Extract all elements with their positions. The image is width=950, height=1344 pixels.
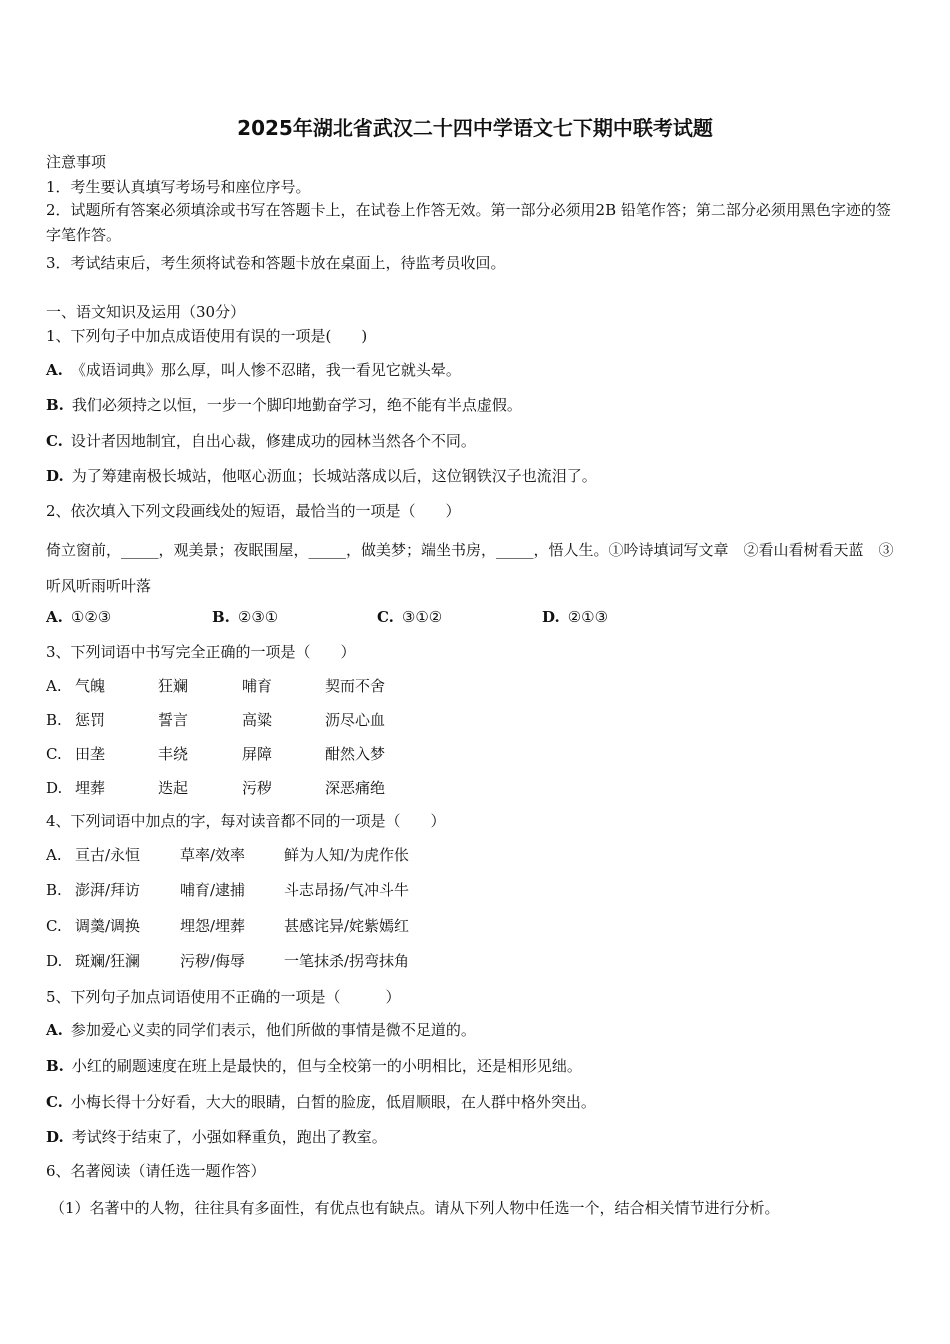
- option-label: A.: [46, 361, 63, 379]
- option-word: 誓言: [158, 711, 189, 729]
- option-word: 丰绕: [158, 745, 189, 763]
- option-row: [46, 1127, 387, 1147]
- option-word: 斗志昂扬/气冲斗牛: [284, 881, 410, 899]
- option-text: ③①②: [401, 608, 443, 626]
- option-word: 屏障: [242, 745, 273, 763]
- option-word: 斑斓/狂澜: [75, 952, 141, 970]
- option-row: [46, 395, 522, 415]
- option-word: 污秽: [242, 779, 273, 797]
- option-label: B.: [46, 1057, 64, 1075]
- option-row: [542, 607, 608, 627]
- option-label: D.: [46, 952, 63, 970]
- option-word: 气魄: [75, 677, 106, 695]
- option-text: ②③①: [237, 608, 279, 626]
- option-word: 田垄: [75, 745, 106, 763]
- notice-item: 2．试题所有答案必须填涂或书写在答题卡上，在试卷上作答无效。第一部分必须用2B 铅笔作答；第二部分必须用黑色字迹的签字笔作答。: [46, 201, 891, 244]
- option-word: 调羹/调换: [75, 917, 141, 935]
- option-label: A.: [46, 846, 62, 864]
- option-label: A.: [46, 677, 62, 695]
- question-stem: 5、下列句子加点词语使用不正确的一项是（ ）: [46, 988, 401, 1006]
- notice-heading: 注意事项: [46, 153, 107, 171]
- option-label: C.: [46, 917, 62, 935]
- option-word: 亘古/永恒: [75, 846, 141, 864]
- option-label: A.: [46, 1021, 63, 1039]
- option-label: D.: [46, 467, 64, 485]
- option-row: [46, 607, 111, 627]
- option-label: A.: [46, 608, 63, 626]
- option-word: 鲜为人知/为虎作伥: [284, 846, 410, 864]
- question-stem: 6、名著阅读（请任选一题作答）: [46, 1162, 266, 1180]
- question-stem: 4、下列词语中加点的字，每对读音都不同的一项是（ ）: [46, 812, 446, 830]
- option-label: C.: [46, 745, 62, 763]
- question-stem: 2、依次填入下列文段画线处的短语，最恰当的一项是（ ）: [46, 502, 461, 520]
- option-text: 《成语词典》那么厚，叫人惨不忍睹，我一看见它就头晕。: [70, 361, 461, 379]
- option-text: 考试终于结束了，小强如释重负，跑出了教室。: [71, 1128, 387, 1146]
- option-label: B.: [46, 396, 64, 414]
- option-text: 我们必须持之以恒，一步一个脚印地勤奋学习，绝不能有半点虚假。: [71, 396, 522, 414]
- page-title: 2025年湖北省武汉二十四中学语文七下期中联考试题: [237, 116, 713, 140]
- option-row: [46, 466, 597, 486]
- option-text: 小梅长得十分好看，大大的眼睛，白皙的脸庞，低眉顺眼，在人群中格外突出。: [70, 1093, 596, 1111]
- option-word: 草率/效率: [180, 846, 246, 864]
- notice-item: 1．考生要认真填写考场号和座位序号。: [46, 178, 311, 196]
- option-row: [46, 1092, 596, 1112]
- option-label: D.: [542, 608, 560, 626]
- option-label: B.: [46, 711, 62, 729]
- question-stem: 1、下列句子中加点成语使用有误的一项是( ): [46, 327, 368, 345]
- option-word: 惩罚: [75, 711, 106, 729]
- option-label: C.: [46, 1093, 63, 1111]
- option-text: 参加爱心义卖的同学们表示，他们所做的事情是微不足道的。: [70, 1021, 476, 1039]
- notice-item: 3．考试结束后，考生须将试卷和答题卡放在桌面上，待监考员收回。: [46, 254, 506, 272]
- option-word: 埋葬: [75, 779, 106, 797]
- option-word: 狂斓: [158, 677, 189, 695]
- option-label: C.: [377, 608, 394, 626]
- option-label: D.: [46, 1128, 64, 1146]
- option-text: 小红的刷题速度在班上是最快的，但与全校第一的小明相比，还是相形见绌。: [71, 1057, 582, 1075]
- option-label: B.: [46, 881, 62, 899]
- option-word: 高粱: [242, 711, 273, 729]
- option-word: 沥尽心血: [325, 711, 386, 729]
- question-passage: 倚立窗前，_____，观美景；夜眠围屋，_____，做美梦；端坐书房，_____，悟人生。①吟诗填词写文章 ②看山看树看天蓝 ③听风听雨听叶落: [46, 541, 894, 595]
- option-text: 设计者因地制宜，自出心裁，修建成功的园林当然各个不同。: [70, 432, 476, 450]
- option-row: [46, 360, 461, 380]
- option-word: 契而不舍: [325, 677, 386, 695]
- option-word: 澎湃/拜访: [75, 881, 141, 899]
- option-label: B.: [212, 608, 230, 626]
- option-label: D.: [46, 779, 63, 797]
- section-heading: 一、语文知识及运用（30分）: [46, 303, 246, 321]
- option-word: 甚感诧异/姹紫嫣红: [284, 917, 410, 935]
- option-word: 哺育: [242, 677, 273, 695]
- option-word: 埋怨/埋葬: [180, 917, 246, 935]
- sub-question: （1）名著中的人物，往往具有多面性，有优点也有缺点。请从下列人物中任选一个，结合相关情节进行分析。: [50, 1199, 780, 1217]
- option-word: 哺育/逮捕: [180, 881, 246, 899]
- option-row: [377, 607, 442, 627]
- option-word: 污秽/侮辱: [180, 952, 246, 970]
- option-text: ①②③: [70, 608, 112, 626]
- option-word: 迭起: [158, 779, 189, 797]
- option-row: [46, 431, 476, 451]
- option-text: 为了筹建南极长城站，他呕心沥血；长城站落成以后，这位钢铁汉子也流泪了。: [71, 467, 597, 485]
- question-stem: 3、下列词语中书写完全正确的一项是（ ）: [46, 643, 356, 661]
- option-row: [46, 1056, 582, 1076]
- option-word: 酣然入梦: [325, 745, 386, 763]
- option-word: 深恶痛绝: [325, 779, 386, 797]
- option-word: 一笔抹杀/拐弯抹角: [284, 952, 410, 970]
- option-label: C.: [46, 432, 63, 450]
- option-row: [46, 1020, 476, 1040]
- option-row: [212, 607, 278, 627]
- option-text: ②①③: [567, 608, 609, 626]
